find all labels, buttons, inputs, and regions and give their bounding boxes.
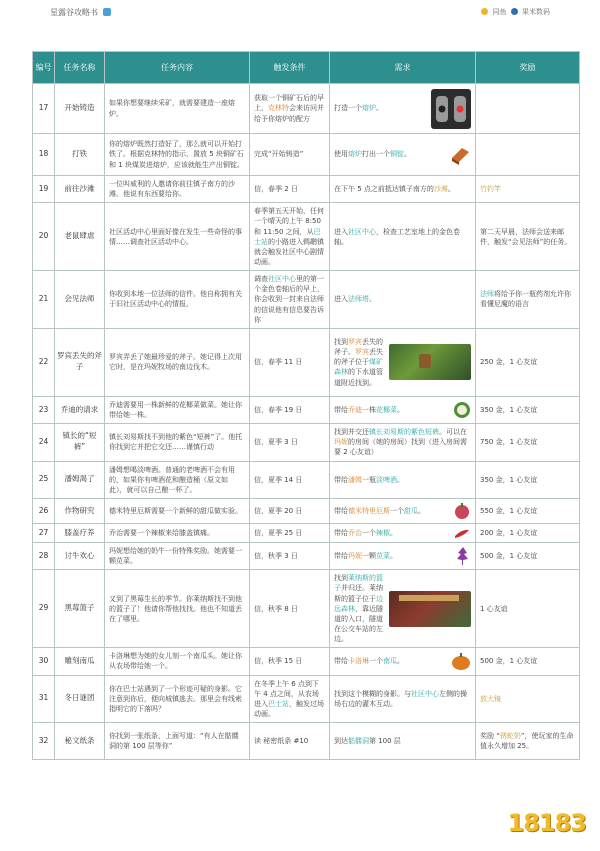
quest-reward <box>476 396 580 423</box>
quest-trigger <box>250 271 330 329</box>
text-segment: 。 <box>376 104 383 113</box>
text-segment: 500 金，1 心友谊 <box>480 552 538 561</box>
brand-title: 星露谷攻略书 <box>50 8 98 17</box>
table-row <box>33 523 580 542</box>
quest-trigger <box>250 523 330 542</box>
text-segment: 社区中心 <box>268 275 296 284</box>
text-segment: 乔迪 <box>348 405 362 414</box>
text-segment: 1 心友谊 <box>480 604 508 613</box>
quest-description <box>105 523 250 542</box>
table-row <box>33 570 580 648</box>
text-segment: 信，夏季 3 日 <box>254 438 298 447</box>
text-segment: 。 <box>418 506 425 515</box>
quest-name: 镇长的“短裤” <box>55 424 105 461</box>
quest-reward <box>476 134 580 176</box>
column-header-name: 任务名称 <box>55 52 105 84</box>
quest-reward <box>476 542 580 569</box>
partner-1: 同鱼 <box>492 8 507 16</box>
text-segment: 进入 <box>334 295 348 304</box>
quest-description <box>105 570 250 648</box>
text-segment: 辣椒 <box>376 528 390 537</box>
quest-reward <box>476 271 580 329</box>
quest-number: 30 <box>33 648 55 675</box>
text-segment: 并归还。莱纳斯的篮子位于 <box>334 584 383 603</box>
text-segment: 找到 <box>334 337 348 346</box>
quest-number: 22 <box>33 328 55 396</box>
quest-requirement <box>330 134 476 176</box>
text-segment: 法师塔 <box>348 295 369 304</box>
quest-table-body <box>33 84 580 760</box>
text-segment: 信，夏季 20 日 <box>254 506 303 515</box>
text-segment: 春季第五天开始，任何一个晴天的上午 8:50 和 11:50 之间，从 <box>254 207 324 236</box>
text-segment: 第二天早晨，法师会送来邮件，触发“会见法师”的任务。 <box>480 227 572 246</box>
text-segment: 卡洛琳 <box>348 657 369 666</box>
table-row <box>33 203 580 271</box>
quest-name: 会见法师 <box>55 271 105 329</box>
text-segment: 乔治需要一个辣椒来给膝盖镇痛。 <box>109 528 214 537</box>
quest-number: 20 <box>33 203 55 271</box>
text-segment: 将给予你一瓶药剂允许你看懂尼魔的语言 <box>480 290 571 309</box>
text-segment: 熔炉 <box>362 104 376 113</box>
quest-requirement <box>330 523 476 542</box>
text-segment: ，靠近隧道的入口，隧道在公交车站的左边。 <box>334 604 383 644</box>
table-row <box>33 328 580 396</box>
text-segment: 带给 <box>334 552 348 561</box>
quest-requirement <box>330 328 476 396</box>
quest-reward <box>476 570 580 648</box>
table-row <box>33 542 580 569</box>
quest-trigger <box>250 498 330 523</box>
text-segment: 南瓜 <box>383 657 397 666</box>
text-segment: 信，夏季 14 日 <box>254 475 303 484</box>
text-segment: 使用 <box>334 150 348 159</box>
text-segment: 玛妮 <box>348 552 362 561</box>
column-header-num: 编号 <box>33 52 55 84</box>
text-segment: 德米特里厄斯需要一个新鲜的甜瓜做实验。 <box>109 506 242 515</box>
quest-requirement <box>330 396 476 423</box>
text-segment: 罗宾 <box>348 337 362 346</box>
quest-number: 24 <box>33 424 55 461</box>
text-segment: 苋菜 <box>376 552 390 561</box>
text-segment: 350 金，1 心友谊 <box>480 405 538 414</box>
text-segment: 丢失的斧子位于 <box>334 348 383 367</box>
partner-2: 果米数码 <box>522 8 550 16</box>
text-segment: 克林特 <box>268 104 289 113</box>
table-row <box>33 84 580 134</box>
text-segment: 找到 <box>334 574 348 583</box>
text-segment: 玛妮 <box>334 438 348 447</box>
text-segment: 调查 <box>254 275 268 284</box>
quest-reward <box>476 523 580 542</box>
quest-reward <box>476 424 580 461</box>
text-segment: 信，春季 2 日 <box>254 185 298 194</box>
text-segment: 丢失的斧子。 <box>334 337 383 357</box>
text-segment: 你在巴士站遇到了一个形迹可疑的身影。它注意到你后，便向城镇逃去。那里会有线索指明它的下落吗？ <box>109 684 242 713</box>
text-segment: 200 金，1 心友谊 <box>480 528 538 537</box>
quest-requirement <box>330 648 476 675</box>
quest-table <box>32 51 580 760</box>
text-segment: 巴士站 <box>254 227 321 246</box>
quest-reward <box>476 203 580 271</box>
text-segment: 奖励 “ <box>480 731 500 740</box>
quest-description <box>105 424 250 461</box>
text-segment: ，触发过场动画。 <box>254 699 324 718</box>
partner-logos <box>479 7 550 17</box>
column-header-trigger: 触发条件 <box>250 52 330 84</box>
text-segment: 法师 <box>480 290 494 299</box>
table-row <box>33 648 580 675</box>
text-segment: 找到这个模糊的身影。与 <box>334 689 411 698</box>
book-icon <box>103 8 111 16</box>
text-segment: 获取一个铜矿石后的早上， <box>254 94 324 113</box>
text-segment: 带给 <box>334 657 348 666</box>
quest-name: 前往沙滩 <box>55 176 105 203</box>
column-header-reward: 奖励 <box>476 52 580 84</box>
text-segment: 。 <box>390 552 397 561</box>
quest-description <box>105 498 250 523</box>
quest-requirement <box>330 723 476 760</box>
text-segment: 你收到本地一位法师的信件。他自称拥有关于旧社区活动中心的情报。 <box>109 290 242 309</box>
page-header <box>0 0 600 26</box>
text-segment: 信，夏季 25 日 <box>254 528 303 537</box>
text-segment: 500 金，1 心友谊 <box>480 657 538 666</box>
quest-description <box>105 396 250 423</box>
cauliflower-icon <box>453 401 471 419</box>
quest-number: 28 <box>33 542 55 569</box>
table-row <box>33 271 580 329</box>
text-segment: 德米特里厄斯 <box>348 506 390 515</box>
quest-description <box>105 203 250 271</box>
text-segment: 找到并交还 <box>334 428 369 437</box>
quest-reward <box>476 328 580 396</box>
quest-requirement <box>330 203 476 271</box>
text-segment: 250 金，1 心友谊 <box>480 358 538 367</box>
text-segment: 打造一个 <box>334 104 362 113</box>
text-segment: 甜瓜 <box>404 506 418 515</box>
text-segment: 。 <box>397 657 404 666</box>
quest-trigger <box>250 203 330 271</box>
quest-requirement <box>330 461 476 498</box>
text-segment: 一个 <box>390 506 404 515</box>
table-row <box>33 176 580 203</box>
text-segment: 你的熔炉既然打造好了，那么就可以开始打铁了。根据克林特的指示，置放 5 块铜矿石和 1 块煤炭进熔炉，应该就能生产出铜锭。 <box>109 140 244 169</box>
text-segment: 花椰菜 <box>376 405 397 414</box>
text-segment: 煤矿森林 <box>334 358 383 377</box>
quest-requirement <box>330 176 476 203</box>
text-segment: 。 <box>369 295 376 304</box>
quest-name: 讨牛欢心 <box>55 542 105 569</box>
text-segment: 的小路进入鹈鹕镇就会触发社区中心剧情动画。 <box>254 237 324 266</box>
text-segment: 一株 <box>362 405 376 414</box>
text-segment: 350 金，1 心友谊 <box>480 475 538 484</box>
table-row <box>33 723 580 760</box>
forest-screenshot <box>389 344 471 380</box>
text-segment: 卡洛琳想为她的女儿刻一个南瓜头。她让你从农场带给她一个。 <box>109 652 242 671</box>
text-segment: 会来访问并给予你熔炉的配方 <box>254 104 324 123</box>
text-segment: 放大镜 <box>480 694 501 703</box>
quest-requirement <box>330 84 476 134</box>
quest-name: 罗宾丢失的斧子 <box>55 328 105 396</box>
text-segment: 镇长刘易斯找不到他的紫色“短裤”了。他托你找到它并把它交还……谨慎行动 <box>109 433 243 452</box>
text-segment: 550 金，1 心友谊 <box>480 506 538 515</box>
quest-requirement <box>330 271 476 329</box>
quest-description <box>105 461 250 498</box>
text-segment: 。 <box>404 150 411 159</box>
gomi-logo-icon <box>511 8 518 15</box>
text-segment: 玛妮想给她的奶牛一份特殊奖励。她需要一颗苋菜。 <box>109 546 242 566</box>
melon-icon <box>453 502 471 520</box>
quest-description <box>105 723 250 760</box>
text-segment: 左侧的操场右边的灌木互动。 <box>334 689 467 708</box>
quest-number: 29 <box>33 570 55 648</box>
quest-number: 18 <box>33 134 55 176</box>
text-segment: 如果你想要继续采矿，就需要建造一座熔炉。 <box>109 99 235 118</box>
quest-trigger <box>250 723 330 760</box>
quest-description <box>105 675 250 723</box>
quest-reward <box>476 84 580 134</box>
text-segment: 社区活动中心里面好像在发生一些奇怪的事情……调查社区活动中心。 <box>109 227 242 246</box>
quest-number: 31 <box>33 675 55 723</box>
text-segment: 巴士站 <box>268 699 289 708</box>
quest-trigger <box>250 675 330 723</box>
text-segment: 带给 <box>334 506 348 515</box>
furnace-icon <box>431 89 471 129</box>
basket-screenshot-image <box>389 591 471 627</box>
text-segment: ”，使玩家的生命值永久增加 25。 <box>480 731 574 751</box>
quest-description <box>105 84 250 134</box>
text-segment: 潘姆想喝淡啤酒。普通的老啤酒不会有用的，如果你有啤酒花和酿造桶（原文如此），就可以自己酿一杯了。 <box>109 465 235 494</box>
quest-trigger <box>250 648 330 675</box>
text-segment: 社区中心 <box>348 227 376 236</box>
text-segment: 信，秋季 8 日 <box>254 604 298 613</box>
quest-name: 乔迪的请求 <box>55 396 105 423</box>
text-segment: 读 秘密纸条 #10 <box>254 736 309 745</box>
table-row <box>33 498 580 523</box>
quest-number: 17 <box>33 84 55 134</box>
table-row <box>33 134 580 176</box>
text-segment: 第 100 层 <box>369 736 401 745</box>
text-segment: 。 <box>397 405 404 414</box>
text-segment: 的房间（她的房间）找到（进入房间需要 2 心友谊） <box>334 438 467 457</box>
basket-screenshot <box>389 591 471 627</box>
quest-reward <box>476 723 580 760</box>
text-segment: 。 <box>447 185 455 194</box>
text-segment: 沙滩 <box>433 185 448 194</box>
copper-bar-icon <box>449 144 471 166</box>
quest-name: 冬日谜团 <box>55 675 105 723</box>
text-segment: 罗宾弄丢了她最珍爱的斧子。她记得上次用它时，是在玛妮牧场的南边伐木。 <box>109 353 242 372</box>
forest-screenshot-image <box>389 344 471 380</box>
text-segment: 里的第一个金色卷轴后的早上，你会收到一封来自法师的信说他有信息要告诉你 <box>254 275 324 324</box>
quest-trigger <box>250 84 330 134</box>
quest-description <box>105 134 250 176</box>
amaranth-icon <box>455 546 471 566</box>
text-segment: 信，秋季 3 日 <box>254 552 298 561</box>
text-segment: 完成“开始铸造” <box>254 150 304 159</box>
quest-number: 21 <box>33 271 55 329</box>
site-watermark: 18183 <box>507 809 586 838</box>
quest-trigger <box>250 176 330 203</box>
text-segment: 在下午 5 点之前抵达镇子南方的 <box>334 185 434 194</box>
pepper-icon <box>453 527 471 539</box>
text-segment: 竹钓竿 <box>480 185 501 194</box>
quest-reward <box>476 675 580 723</box>
text-segment: 一个 <box>362 528 376 537</box>
quest-trigger <box>250 134 330 176</box>
text-segment: 的下水道管道附近找到。 <box>334 368 383 387</box>
text-segment: ，检查工艺室地上的金色卷轴。 <box>334 227 460 246</box>
quest-number: 27 <box>33 523 55 542</box>
text-segment: 一瓶 <box>362 475 376 484</box>
table-row <box>33 396 580 423</box>
quest-requirement <box>330 498 476 523</box>
quest-trigger <box>250 396 330 423</box>
quest-reward <box>476 648 580 675</box>
text-segment: 罗宾 <box>355 348 369 357</box>
text-segment: 淡啤酒 <box>376 475 397 484</box>
text-segment: 又到了黑莓生长的季节。你莱纳斯找不到他的篮子了！他请你帮他找找。他也不知道丢在了哪里。 <box>109 594 242 623</box>
quest-reward <box>476 498 580 523</box>
column-header-need: 需求 <box>330 52 476 84</box>
text-segment: 带给 <box>334 405 348 414</box>
text-segment: 带给 <box>334 475 348 484</box>
quest-reward <box>476 461 580 498</box>
text-segment: 铜锭 <box>390 150 404 159</box>
quest-requirement <box>330 542 476 569</box>
quest-trigger <box>250 570 330 648</box>
text-segment: 镇长刘易斯的紫色短裤 <box>369 428 439 437</box>
quest-description <box>105 542 250 569</box>
text-segment: 。 <box>397 475 404 484</box>
text-segment: 信，春季 19 日 <box>254 405 303 414</box>
quest-requirement <box>330 675 476 723</box>
text-segment: 750 金，1 心友谊 <box>480 438 538 447</box>
quest-name: 打铁 <box>55 134 105 176</box>
table-row <box>33 675 580 723</box>
text-segment: 一个 <box>369 657 383 666</box>
quest-name: 膝盖疗养 <box>55 523 105 542</box>
quest-description <box>105 328 250 396</box>
table-header-row <box>33 52 580 84</box>
quest-name: 雕刻南瓜 <box>55 648 105 675</box>
text-segment: 。可以在 <box>439 428 467 437</box>
text-segment: 信，春季 11 日 <box>254 358 303 367</box>
text-segment: 潘姆 <box>348 475 362 484</box>
quest-description <box>105 271 250 329</box>
quest-description <box>105 648 250 675</box>
quest-name: 作物研究 <box>55 498 105 523</box>
quest-trigger <box>250 424 330 461</box>
text-segment: 一颗 <box>362 552 376 561</box>
quest-requirement <box>330 570 476 648</box>
text-segment: 进入 <box>334 227 348 236</box>
text-segment: 你找到一张纸条，上面写道：“有人在骷髅洞的第 100 层等你” <box>109 731 239 751</box>
text-segment: 莱纳斯的篮子 <box>334 574 383 593</box>
quest-trigger <box>250 542 330 569</box>
quest-number: 25 <box>33 461 55 498</box>
text-segment: 打出一个 <box>362 150 390 159</box>
text-segment: 乔治 <box>348 528 362 537</box>
column-header-desc: 任务内容 <box>105 52 250 84</box>
text-segment: 带给 <box>334 528 348 537</box>
quest-trigger <box>250 461 330 498</box>
quest-name: 黑莓篮子 <box>55 570 105 648</box>
quest-reward <box>476 176 580 203</box>
text-segment: 。 <box>390 528 397 537</box>
text-segment: 骷髅洞 <box>348 736 369 745</box>
quest-name: 开始铸造 <box>55 84 105 134</box>
pumpkin-icon <box>451 652 471 670</box>
quest-number: 23 <box>33 396 55 423</box>
text-segment: 熔炉 <box>348 150 362 159</box>
quest-number: 19 <box>33 176 55 203</box>
quest-requirement <box>330 424 476 461</box>
quest-number: 32 <box>33 723 55 760</box>
text-segment: 锈蛇奶 <box>499 731 521 740</box>
text-segment: 一位叫威利的人邀请你前往镇子南方的沙滩。他说有东西要给你。 <box>109 180 235 199</box>
quest-name: 潘姆渴了 <box>55 461 105 498</box>
text-segment: 在冬季上午 6 点到下午 4 点之间，从农场进入 <box>254 679 319 708</box>
table-row <box>33 424 580 461</box>
text-segment: 到达 <box>334 736 348 745</box>
fish-logo-icon <box>481 8 488 15</box>
text-segment: 信，秋季 15 日 <box>254 657 303 666</box>
quest-trigger <box>250 328 330 396</box>
quest-name: 老鼠肆虐 <box>55 203 105 271</box>
table-row <box>33 461 580 498</box>
quest-name: 秘文纸条 <box>55 723 105 760</box>
quest-description <box>105 176 250 203</box>
quest-number: 26 <box>33 498 55 523</box>
brand <box>50 7 111 19</box>
text-segment: 社区中心 <box>411 689 439 698</box>
text-segment: 乔迪需要用一株新鲜的花椰菜做菜。她让你带给她一株。 <box>109 400 242 419</box>
text-segment: 边远森林 <box>334 594 383 613</box>
